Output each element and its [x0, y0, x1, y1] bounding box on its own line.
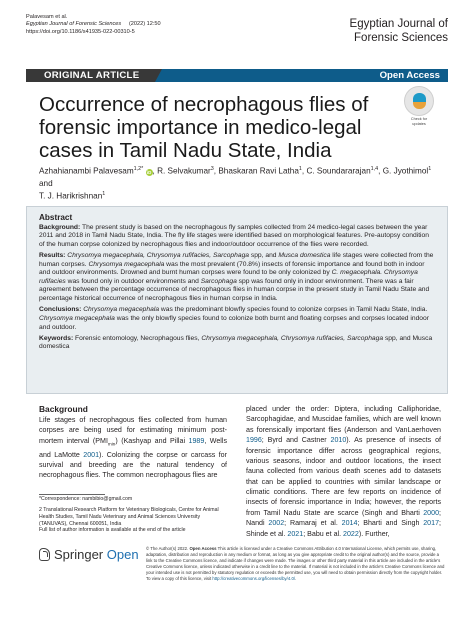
springer-horse-icon	[39, 548, 50, 561]
reference-link[interactable]: 2010	[330, 436, 347, 445]
body-text: ; Ramaraj et al.	[284, 519, 342, 528]
background-heading: Background	[39, 404, 88, 414]
reference-link[interactable]: 2021	[287, 529, 304, 538]
abstract-background-text: The present study is based on the necrophagous fly samples collected from 24 medico-legal cases between the year 2011 and 2018 in Tamil Nadu State, India. The fly life stages were identified based on morphological features. Pre-autopsy condition of the human corpse colonized by necrophagous flies and indoor/outdoor occurrence of the flies were recorded.	[39, 223, 429, 248]
abstract-box	[26, 206, 448, 394]
crossmark-icon[interactable]	[404, 86, 434, 116]
orcid-icon[interactable]: iD	[146, 169, 152, 175]
affiliation-notes	[39, 507, 229, 534]
species-name: C. megacephala. Chrysomya rufifacies	[39, 269, 418, 285]
keywords-species: Chrysomya megacephala, Chrysomya rufifacies, Sarcophaga	[201, 334, 384, 342]
journal-name	[350, 18, 448, 45]
body-subscript: min	[107, 441, 116, 447]
license-text: This article is licensed under a Creative Commons Attribution 4.0 International License, which permits use, sharing, adaptation, distribution and reproduction in any medium or format, as long as you give appropriate credit to the original author(s) and the source, provide a link to the Creative Commons licence, and indicate if changes were made. The images or other third party material in this article are included in the article's Creative Commons licence, unless indicated otherwise in a credit line to the material. If material is not included in the article's Creative Commons licence and your intended use is not permitted by statutory regulation or exceeds the permitted use, you will need to obtain permission directly from the copyright holder. To view a copy of this licence, visit	[146, 546, 445, 581]
keywords-text: Forensic entomology, Necrophagous flies,	[73, 334, 202, 342]
author-affiliation: 3	[210, 166, 214, 172]
body-left-column	[39, 404, 227, 481]
copyright-text: © The Author(s) 2022.	[146, 546, 190, 551]
abstract-heading: Abstract	[39, 213, 73, 222]
article-title: Occurrence of necrophagous flies of forensic importance in medico-legal cases in Tamil Nadu State, India	[39, 93, 369, 162]
reference-link[interactable]: 2022	[343, 529, 359, 538]
body-text: ; Byrd and Castner	[261, 436, 331, 445]
body-paragraph	[246, 404, 441, 539]
body-text: , Wells and LaMotte	[39, 436, 228, 459]
author-info-note: Full list of author information is available at the end of the article	[39, 527, 186, 534]
body-text: ; Bharti and Singh	[357, 519, 424, 528]
author-affiliation: 1,4	[370, 166, 379, 172]
citation-volume: (2022) 12:50	[128, 21, 161, 28]
abstract-keywords-label: Keywords:	[39, 334, 74, 342]
open-access-bold: Open Access	[189, 546, 217, 551]
body-text: ; Nandi	[246, 508, 441, 528]
abstract-conclusions	[39, 306, 435, 332]
correspondence-note[interactable]: *Correspondence: nambibio@gmail.com	[39, 496, 133, 502]
reference-link[interactable]: 2002	[268, 519, 285, 528]
body-text: ; Shinde et al.	[246, 519, 441, 538]
publisher-name-part2: Open	[103, 547, 139, 562]
abstract-results	[39, 252, 435, 304]
footnote-divider	[39, 494, 105, 495]
body-paragraph	[39, 415, 227, 481]
crossmark-bottom-shape	[413, 102, 426, 109]
open-access-label: Open Access	[379, 70, 440, 81]
abstract-background-label: Background:	[39, 223, 81, 231]
species-name: Chrysomya megacephala	[88, 260, 165, 268]
abstract-keywords	[39, 335, 435, 352]
body-text: ; Babu et al.	[303, 529, 344, 538]
citation-journal: Egyptian Journal of Forensic Sciences	[26, 21, 122, 28]
abstract-text: was the most prevalent (70.8%) insects of forensic importance and found both in indoor and outdoor environments. Drowned and burnt human corpses were found to be only colonized by	[39, 260, 425, 277]
reference-link[interactable]: 1996	[246, 436, 262, 445]
journal-name-line1: Egyptian Journal of	[349, 18, 448, 30]
body-text: ). As presence of insects of forensic importance differ across geographical regions, various seasons, indoor and outdoor locations, the insect fauna collected from various death scenes add to datasets that can be applied to countries with similar landscape or climatic conditions. There are few reports on incidence of insects of forensic importance in India; however, the reports from Tamil Nadu State are scarce (Singh and Bharti	[246, 436, 441, 517]
article-type-label: ORIGINAL ARTICLE	[26, 69, 155, 82]
reference-link[interactable]: 2014	[341, 519, 358, 528]
license-url[interactable]: http://creativecommons.org/licenses/by/4.0/	[212, 575, 296, 581]
affiliation-note: 2 Translational Research Platform for Veterinary Biologicals, Centre for Animal Health Studies, Tamil Nadu Veterinary and Animal Sciences University (TANUVAS), Chennai 600051, India	[39, 507, 219, 527]
author-name[interactable]: T. J. Harikrishnan	[39, 192, 103, 202]
species-name: Chrysomya megacephala, Chrysomya rufifacies, Sarcophaga	[65, 251, 250, 259]
author-name[interactable]: Azhahianambi Palavesam	[39, 166, 134, 176]
keywords-text: spp, and Musca domestica	[39, 334, 433, 351]
abstract-text: was the only blowfly species found to colonize both burnt and floating corpses and corpses located indoor and outdoor.	[39, 314, 429, 331]
species-name: Sarcophaga	[200, 277, 237, 285]
license-end: .	[295, 575, 297, 581]
reference-link[interactable]: 2001	[83, 450, 100, 459]
species-name: Chrysomya megacephala	[81, 306, 160, 314]
author-affiliation: 1	[428, 166, 432, 172]
citation-doi[interactable]: https://doi.org/10.1186/s41935-022-00310-5	[26, 28, 135, 35]
abstract-text: spp was found only in indoor environment. There was a fair agreement between the percentage occurrence of necrophagous flies in human corpse in the present study in Tamil Nadu State and percentage historical occurrence of necrophagous flies in human corpse in India.	[39, 277, 430, 303]
author-list	[39, 164, 439, 203]
abstract-text: was the predominant blowfly species found to colonize corpses in Tamil Nadu State, India.	[159, 306, 428, 314]
body-text: ). Colonizing the corpse or carcass for survival and breeding are the natural tendency of necrophagous flies. The common necrophagous flies are	[39, 450, 227, 480]
reference-link[interactable]: 1989	[188, 436, 205, 445]
body-right-column	[246, 404, 441, 539]
reference-link[interactable]: 2017	[423, 519, 440, 528]
citation-journal-line	[26, 21, 161, 28]
author-affiliation: 1	[102, 191, 106, 198]
author-affiliation: 1	[298, 166, 302, 172]
publisher-name	[54, 547, 139, 563]
article-banner	[26, 69, 448, 82]
abstract-background	[39, 224, 435, 250]
crossmark-label-line1: Check for	[410, 117, 428, 121]
author-name[interactable]: , Bhaskaran Ravi Latha	[213, 166, 299, 176]
abstract-results-label: Results:	[39, 251, 66, 259]
license-statement	[146, 546, 446, 581]
publisher-name-part1: Springer	[54, 547, 104, 562]
body-text: ). Further,	[358, 529, 390, 538]
crossmark-label-line2: updates	[412, 121, 426, 126]
abstract-conclusions-label: Conclusions:	[39, 306, 82, 314]
reference-link[interactable]: 2000	[423, 508, 440, 517]
body-text: ) (Kashyap and Pillai	[115, 436, 189, 445]
author-conjunction: and	[39, 178, 53, 188]
body-text: Life stages of necrophagous flies collected from human corpses are being used for estimating minimum post-mortem interval (PMI	[39, 416, 227, 445]
author-name[interactable]: , C. Soundararajan	[301, 166, 371, 176]
author-name[interactable]: , G. Jyothimol	[378, 166, 429, 176]
citation-block	[26, 14, 161, 36]
body-text: placed under the order: Diptera, including Calliphoridae, Sarcophagidae, and Muscidae families, which are well known as forensically important flies (Anderson and VanLaerhoven	[246, 405, 441, 434]
crossmark-label[interactable]	[402, 117, 436, 126]
species-name: Chrysomya megacephala	[39, 314, 115, 322]
citation-authors: Palavesam et al.	[26, 14, 68, 20]
author-affiliation: 1,2*	[133, 166, 144, 172]
abstract-text: life stages were collected from the human corpses.	[39, 251, 434, 268]
species-name: Musca domestica	[278, 251, 331, 259]
author-name[interactable]: , R. Selvakumar	[152, 166, 211, 176]
journal-name-line2: Forensic Sciences	[354, 31, 448, 44]
abstract-text: was found only in outdoor environments and	[65, 277, 201, 285]
abstract-text: spp, and	[249, 251, 279, 259]
